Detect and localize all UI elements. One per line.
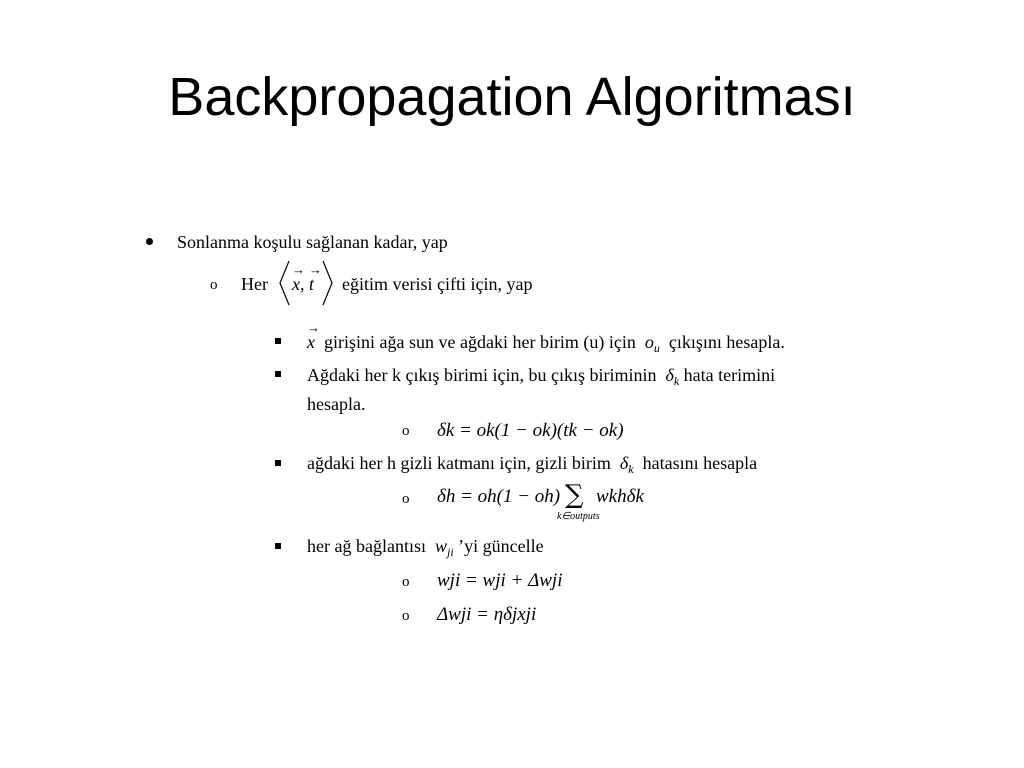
formula-hidden-delta: δh = oh(1 − oh) — [437, 486, 561, 507]
vector-x: → x — [292, 273, 300, 295]
line-compute: hesapla. — [307, 394, 366, 414]
line-hidden-error: ağdaki her h gizli katmanı için, gizli birim $\delta_k$ hatasını hesapla — [307, 453, 758, 476]
square-bullet-icon — [275, 371, 281, 377]
ring-bullet-icon: o — [402, 608, 410, 624]
line-output-error: Ağdaki her k çıkış birimi için, bu çıkış biriminin $\delta_k$ hata terimini — [307, 365, 776, 388]
right-angle-bracket-icon — [322, 260, 334, 306]
square-bullet-icon — [275, 460, 281, 466]
vector-arrow-icon: → — [307, 320, 320, 335]
line-for-each-pair-post: eğitim verisi çifti için, yap — [342, 274, 533, 294]
formula-sum-subscript: k∈outputs — [557, 511, 600, 522]
slide-title: Backpropagation Algoritması — [168, 67, 856, 127]
line-for-each-pair — [241, 273, 268, 295]
vector-arrow-icon: → — [292, 262, 305, 277]
line-termination-condition: Sonlanma koşulu sağlanan kadar, yap — [177, 232, 448, 252]
vector-x-t: → x, → t — [292, 273, 314, 295]
ring-bullet-icon: o — [210, 277, 218, 293]
square-bullet-icon — [275, 338, 281, 344]
line-update-weights: her ağ bağlantısı $w_{ji}$ ’yi güncelle — [307, 536, 544, 559]
vector-x: → x — [307, 331, 315, 353]
line-present-input: → x girişini ağa sun ve ağdaki her birim (u) için $o_u$ çıkışını hesapla. — [307, 331, 785, 359]
her-text: Her — [241, 274, 268, 294]
ring-bullet-icon: o — [402, 491, 410, 507]
ring-bullet-icon: o — [402, 574, 410, 590]
formula-weight-delta: Δwji = ηδjxji — [437, 604, 537, 625]
formula-weight-update: wji = wji + Δwji — [437, 570, 563, 591]
left-angle-bracket-icon — [278, 260, 290, 306]
vector-arrow-icon: → — [309, 262, 322, 277]
formula-sum-term: wkhδk — [596, 486, 644, 507]
formula-output-delta: δk = ok(1 − ok)(tk − ok) — [437, 420, 624, 441]
ring-bullet-icon: o — [402, 423, 410, 439]
vector-t: → t — [309, 273, 314, 295]
square-bullet-icon — [275, 543, 281, 549]
bullet-icon — [146, 238, 153, 245]
summation-icon: ∑ — [565, 480, 584, 510]
